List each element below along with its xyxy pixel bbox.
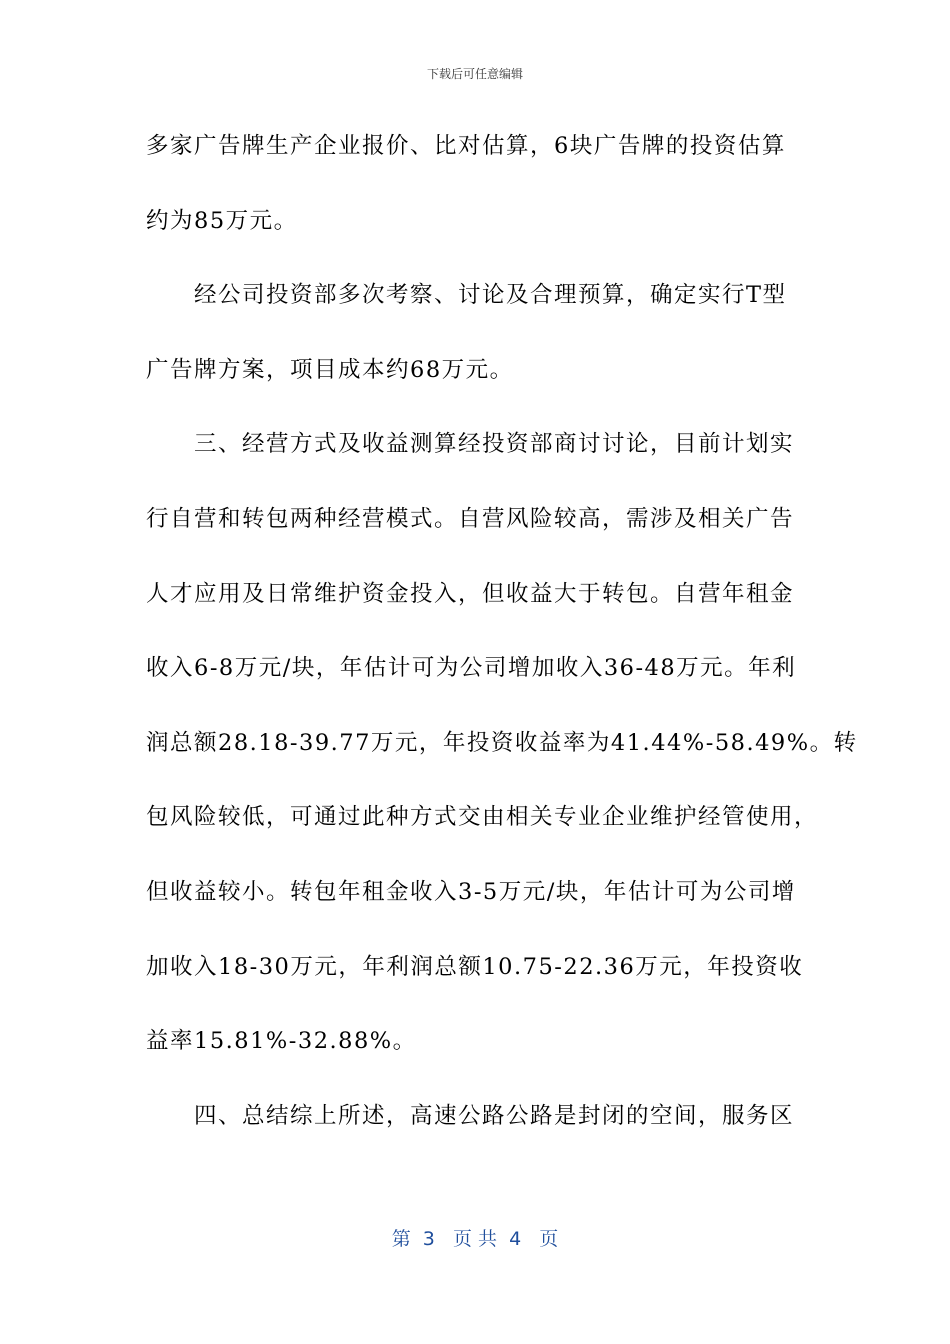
page-footer: 第 3 页 共 4 页 [391, 1228, 559, 1250]
body-line-14: 四、总结综上所述，高速公路公路是封闭的空间，服务区 [194, 1102, 795, 1129]
body-line-3: 经公司投资部多次考察、讨论及合理预算，确定实行T型 [194, 282, 787, 309]
document-body [146, 128, 858, 1172]
body-line-10: 包风险较低，可通过此种方式交由相关专业企业维护经管使用， [146, 804, 819, 831]
body-line-6: 行自营和转包两种经营模式。自营风险较高，需涉及相关广告 [146, 505, 795, 532]
body-line-9: 润总额28.18-39.77万元，年投资收益率为41.44%-58.49%。转 [146, 729, 858, 756]
body-line-11: 但收益较小。转包年租金收入3-5万元/块，年估计可为公司增 [146, 878, 796, 905]
body-line-5: 三、经营方式及收益测算经投资部商讨讨论，目前计划实 [194, 431, 795, 458]
body-line-2: 约为85万元。 [146, 207, 298, 234]
body-line-4: 广告牌方案，项目成本约68万元。 [146, 356, 514, 383]
body-line-13: 益率15.81%-32.88%。 [146, 1028, 417, 1055]
body-line-12: 加收入18-30万元，年利润总额10.75-22.36万元，年投资收 [146, 953, 804, 980]
body-line-1: 多家广告牌生产企业报价、比对估算，6块广告牌的投资估算 [146, 133, 786, 159]
page-header: 下载后可任意编辑 [426, 67, 523, 81]
body-line-8: 收入6-8万元/块，年估计可为公司增加收入36-48万元。年利 [146, 655, 797, 682]
body-line-7: 人才应用及日常维护资金投入，但收益大于转包。自营年租金 [146, 580, 795, 607]
